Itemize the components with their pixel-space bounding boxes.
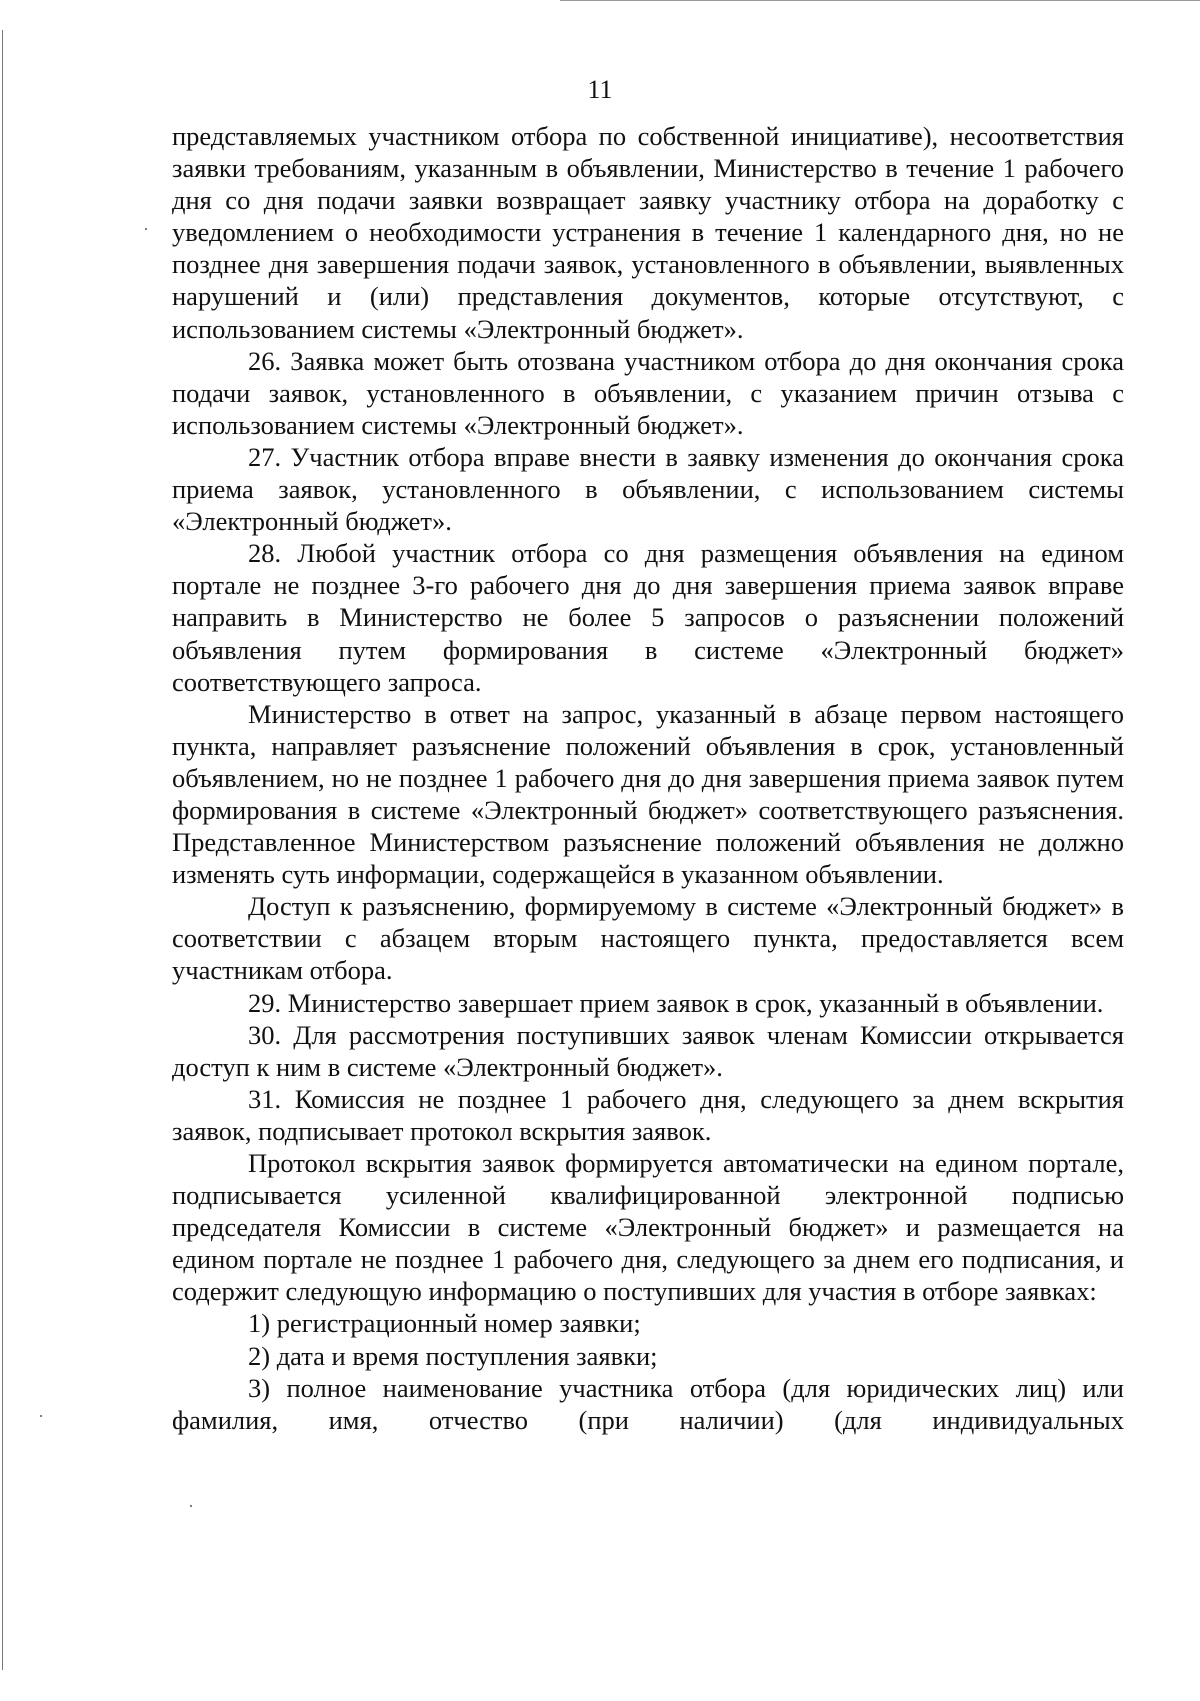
paragraph-item-31-protocol: Протокол вскрытия заявок формируется автоматически на едином портале, подписывается усиленной квалифицированной электронной подписью председателя Комиссии в системе «Электронный бюджет» и размещается на едином портале не позднее 1 рабочего дня, следующего за днем его подписания, и содержит следующую информацию о поступивших для участия в отборе заявках: [172, 1148, 1124, 1307]
list-item-3: 3) полное наименование участника отбора (для юридических лиц) или фамилия, имя, отчество (при наличии) (для индивидуальных [172, 1372, 1124, 1435]
paragraph-item-30: 30. Для рассмотрения поступивших заявок членам Комиссии открывается доступ к ним в системе «Электронный бюджет». [172, 1019, 1124, 1082]
scan-speck [190, 1505, 192, 1507]
paragraph-item-27: 27. Участник отбора вправе внести в заявку изменения до окончания срока приема заявок, установленного в объявлении, с использованием системы «Электронный бюджет». [172, 441, 1124, 537]
page-number: 11 [587, 75, 613, 104]
paragraph-item-31: 31. Комиссия не позднее 1 рабочего дня, следующего за днем вскрытия заявок, подписывает протокол вскрытия заявок. [172, 1083, 1124, 1146]
paragraph-item-28: 28. Любой участник отбора со дня размещения объявления на едином портале не позднее 3-го рабочего дня до дня завершения приема заявок вправе направить в Министерство не более 5 запросов о разъяснении положений объявления путем формирования в системе «Электронный бюджет» соответствующего запроса. [172, 538, 1124, 697]
scan-speck [40, 1415, 42, 1417]
paragraph-continuation: представляемых участником отбора по собственной инициативе), несоответствия заявки требованиям, указанным в объявлении, Министерство в течение 1 рабочего дня со дня подачи заявки возвращает заявку участнику отбора на доработку с уведомлением о необходимости устранения в течение 1 календарного дня, но не позднее дня завершения подачи заявок, установленного в объявлении, выявленных нарушений и (или) представления документов, которые отсутствуют, с использованием системы «Электронный бюджет». [172, 121, 1124, 344]
list-item-1: 1) регистрационный номер заявки; [248, 1308, 641, 1339]
body-text [172, 120, 1124, 1436]
scan-edge-top [560, 0, 1200, 1]
paragraph-item-29: 29. Министерство завершает прием заявок в срок, указанный в объявлении. [248, 987, 1104, 1018]
scan-speck [145, 228, 147, 230]
paragraph-item-26: 26. Заявка может быть отозвана участником отбора до дня окончания срока подачи заявок, установленного в объявлении, с указанием причин отзыва с использованием системы «Электронный бюджет». [172, 345, 1124, 440]
paragraph-item-28-access: Доступ к разъяснению, формируемому в системе «Электронный бюджет» в соответствии с абзацем вторым настоящего пункта, предоставляется всем участникам отбора. [172, 891, 1124, 986]
scan-edge-left [2, 30, 3, 1670]
list-item-2: 2) дата и время поступления заявки; [248, 1340, 658, 1371]
paragraph-item-28-response: Министерство в ответ на запрос, указанный в абзаце первом настоящего пункта, направляет разъяснение положений объявления в срок, установленный объявлением, но не позднее 1 рабочего дня до дня завершения приема заявок путем формирования в системе «Электронный бюджет» соответствующего разъяснения. Представленное Министерством разъяснение положений объявления не должно изменять суть информации, содержащейся в указанном объявлении. [172, 698, 1124, 890]
